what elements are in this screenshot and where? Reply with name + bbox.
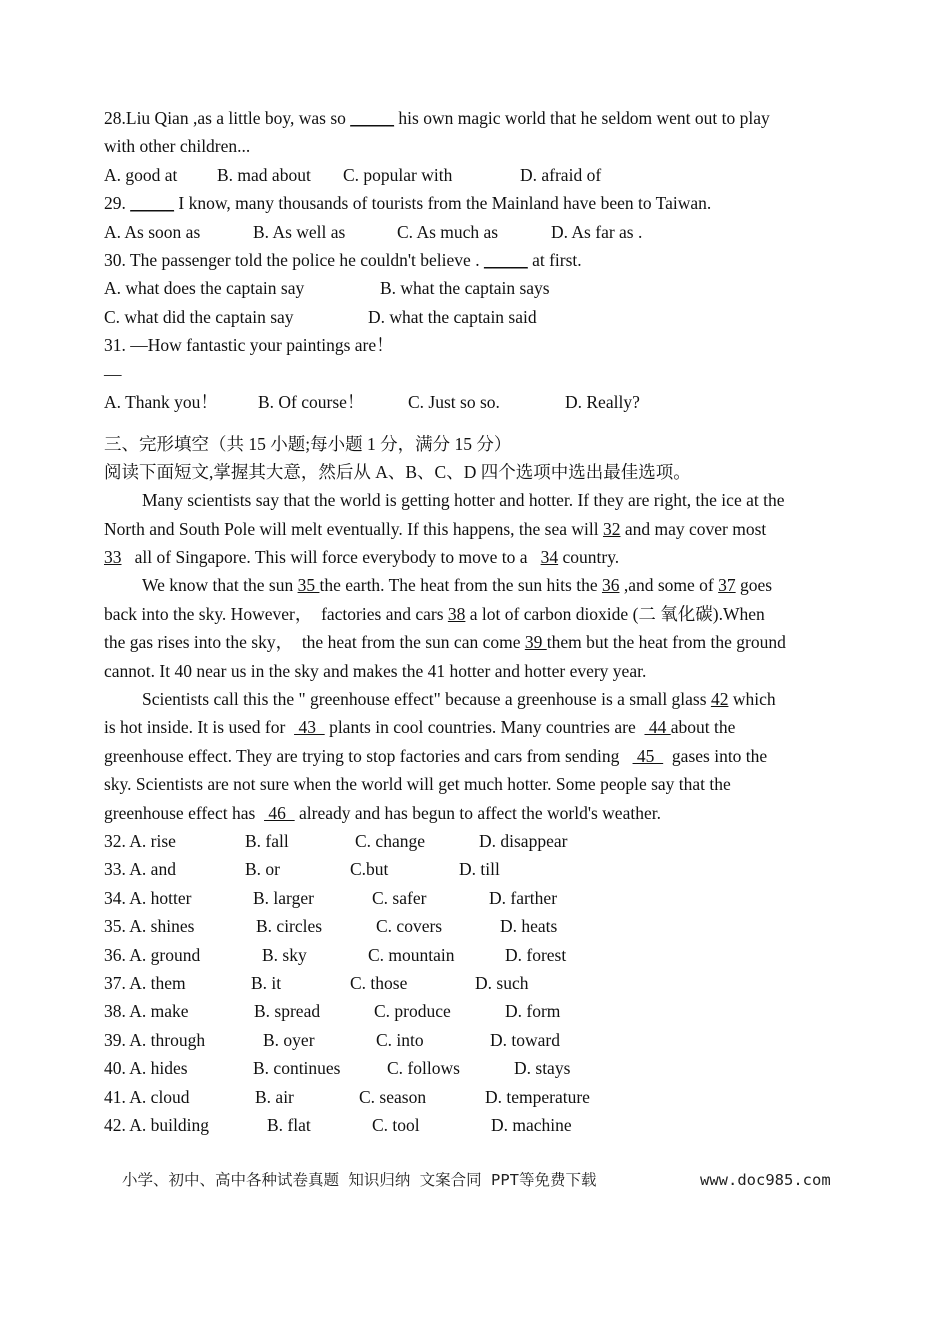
question-text: at first.	[527, 249, 582, 270]
passage-line	[104, 685, 849, 713]
passage-line	[104, 543, 849, 571]
passage-text: them but the heat from the ground	[546, 632, 786, 653]
blank-35: 35	[297, 575, 320, 596]
blank-33: 33	[104, 547, 122, 568]
blank-32: 32	[603, 518, 621, 539]
option-c: C. change	[355, 830, 425, 851]
section-title: 三、完形填空（共 15 小题;每小题 1 分，满分 15 分）	[104, 434, 512, 455]
choice-row	[104, 1054, 849, 1082]
passage-text: a lot of carbon dioxide (二 氧化碳).When	[465, 603, 765, 624]
answer-blank: _____	[483, 249, 528, 270]
option-c: C. follows	[387, 1058, 460, 1079]
option-a: A. good at	[104, 164, 178, 185]
passage-line	[104, 713, 849, 741]
option-c: C. As much as	[397, 221, 499, 242]
passage-line: cannot. It 40 near us in the sky and makes the 41 hotter and hotter every year.	[104, 660, 647, 681]
section-instruction: 阅读下面短文,掌握其大意，然后从 A、B、C、D 四个选项中选出最佳选项。	[104, 462, 691, 483]
option-d: D. disappear	[479, 830, 568, 851]
blank-43: 43	[294, 717, 325, 738]
answer-blank: _____	[350, 108, 395, 128]
blank-44: 44	[644, 717, 671, 738]
option-d: D. toward	[490, 1029, 560, 1050]
option-a: 42. A. building	[104, 1114, 210, 1135]
question-text: 28.Liu Qian ,as a little boy, was so	[104, 108, 351, 128]
passage-text: greenhouse effect. They are trying to stop factories and cars from sending	[104, 745, 633, 766]
option-c: C. safer	[372, 887, 427, 908]
blank-42: 42	[710, 689, 729, 710]
question-text: his own magic world that he seldom went out to play	[394, 108, 770, 128]
passage-text: gases into the	[663, 745, 768, 766]
reply-dash: —	[104, 363, 122, 384]
passage-text: back into the sky. However， factories and cars	[104, 603, 448, 624]
choice-row	[104, 997, 849, 1025]
choice-row	[104, 941, 849, 969]
option-b: B. circles	[256, 916, 323, 937]
option-a: 41. A. cloud	[104, 1086, 190, 1107]
passage-line: Many scientists say that the world is getting hotter and hotter. If they are right, the ice at the	[142, 490, 785, 511]
option-a: A. As soon as	[104, 221, 201, 242]
question-28	[104, 104, 849, 132]
options-31	[104, 388, 849, 416]
option-c: C.but	[350, 859, 389, 880]
blank-34: 34	[540, 547, 559, 568]
option-d: D. such	[475, 972, 529, 993]
question-29	[104, 189, 849, 217]
choice-row	[104, 1083, 849, 1111]
option-d: D. afraid of	[520, 164, 602, 185]
passage-text: all of Singapore. This will force everybody to move to a	[121, 547, 541, 568]
option-a: 35. A. shines	[104, 916, 195, 937]
passage-text: We know that the sun	[142, 575, 298, 596]
option-b: B. air	[255, 1086, 294, 1107]
option-d: D. till	[459, 859, 500, 880]
option-d: D. form	[505, 1001, 561, 1022]
option-a: 32. A. rise	[104, 830, 176, 851]
option-b: B. flat	[267, 1114, 311, 1135]
blank-38: 38	[447, 603, 466, 624]
blank-45: 45	[632, 745, 664, 766]
option-a: A. Thank you！	[104, 391, 218, 412]
blank-36: 36	[601, 575, 620, 596]
option-d: D. Really?	[565, 391, 640, 412]
option-d: D. As far as .	[551, 221, 643, 242]
option-b: B. oyer	[263, 1029, 315, 1050]
passage-text: and may cover most	[620, 518, 767, 539]
answer-blank: _____	[130, 193, 174, 214]
choice-row	[104, 827, 849, 855]
question-31: 31. —How fantastic your paintings are！	[104, 335, 394, 356]
option-c: C. covers	[376, 916, 443, 937]
options-28	[104, 161, 849, 189]
option-b: B. what the captain says	[380, 278, 550, 299]
option-b: B. continues	[253, 1058, 341, 1079]
option-b: B. it	[251, 972, 282, 993]
option-c: C. what did the captain say	[104, 306, 294, 327]
option-b: B. Of course！	[258, 391, 365, 412]
question-30	[104, 246, 849, 274]
blank-39: 39	[524, 632, 547, 653]
exam-page	[104, 104, 849, 1139]
passage-line	[104, 628, 849, 656]
question-text: I know, many thousands of tourists from the Mainland have been to Taiwan.	[174, 193, 712, 214]
option-a: 37. A. them	[104, 972, 186, 993]
options-30-row1	[104, 274, 849, 302]
option-d: D. what the captain said	[368, 306, 537, 327]
option-a: A. what does the captain say	[104, 278, 305, 299]
option-d: D. temperature	[485, 1086, 590, 1107]
option-d: D. machine	[491, 1114, 572, 1135]
option-c: C. popular with	[343, 164, 453, 185]
question-text-continued: with other children...	[104, 136, 251, 157]
option-a: 38. A. make	[104, 1001, 189, 1022]
passage-text: country.	[558, 547, 620, 568]
choice-row	[104, 884, 849, 912]
choice-row	[104, 1111, 849, 1139]
passage-text: goes	[735, 575, 773, 596]
passage-line: sky. Scientists are not sure when the world will get much hotter. Some people say that the	[104, 774, 731, 795]
option-c: C. produce	[374, 1001, 451, 1022]
option-d: D. heats	[500, 916, 558, 937]
choice-row	[104, 855, 849, 883]
option-a: 34. A. hotter	[104, 887, 192, 908]
option-d: D. stays	[514, 1058, 571, 1079]
passage-line	[104, 571, 849, 599]
option-b: B. As well as	[253, 221, 346, 242]
passage-text: plants in cool countries. Many countries are	[324, 717, 645, 738]
option-a: 40. A. hides	[104, 1058, 188, 1079]
passage-text: North and South Pole will melt eventually. If this happens, the sea will	[104, 518, 603, 539]
blank-46: 46	[264, 802, 295, 823]
footer-link[interactable]: www.doc985.com	[700, 1171, 831, 1189]
passage-line	[104, 742, 849, 770]
option-c: C. Just so so.	[408, 391, 500, 412]
passage-text: Scientists call this the " greenhouse effect" because a greenhouse is a small glass	[142, 689, 711, 710]
choice-row	[104, 912, 849, 940]
option-b: B. or	[245, 859, 280, 880]
choice-row	[104, 1026, 849, 1054]
option-c: C. season	[359, 1086, 427, 1107]
page-footer	[122, 1166, 831, 1194]
option-d: D. farther	[489, 887, 558, 908]
option-c: C. into	[376, 1029, 424, 1050]
passage-text: which	[728, 689, 776, 710]
option-b: B. fall	[245, 830, 289, 851]
passage-text: the gas rises into the sky， the heat from the sun can come	[104, 632, 525, 653]
passage-line	[104, 515, 849, 543]
option-c: C. mountain	[368, 944, 455, 965]
passage-text: is hot inside. It is used for	[104, 717, 295, 738]
option-b: B. sky	[262, 944, 307, 965]
option-c: C. those	[350, 972, 408, 993]
choice-row	[104, 969, 849, 997]
question-text: 30. The passenger told the police he couldn't believe .	[104, 249, 484, 270]
passage-text: about the	[670, 717, 736, 738]
passage-text: already and has begun to affect the world's weather.	[294, 802, 661, 823]
blank-37: 37	[718, 575, 736, 596]
passage-line	[104, 799, 849, 827]
option-a: 33. A. and	[104, 859, 176, 880]
option-b: B. spread	[254, 1001, 321, 1022]
option-b: B. larger	[253, 887, 314, 908]
question-number: 29.	[104, 193, 131, 214]
passage-text: ,and some of	[619, 575, 719, 596]
passage-text: the earth. The heat from the sun hits the	[319, 575, 602, 596]
option-c: C. tool	[372, 1114, 420, 1135]
option-d: D. forest	[505, 944, 567, 965]
options-30-row2	[104, 303, 849, 331]
options-29	[104, 218, 849, 246]
option-a: 36. A. ground	[104, 944, 201, 965]
passage-text: greenhouse effect has	[104, 802, 265, 823]
passage-line	[104, 600, 849, 628]
footer-text: 小学、初中、高中各种试卷真题 知识归纳 文案合同 PPT等免费下载	[122, 1171, 597, 1189]
option-a: 39. A. through	[104, 1029, 206, 1050]
option-b: B. mad about	[217, 164, 311, 185]
